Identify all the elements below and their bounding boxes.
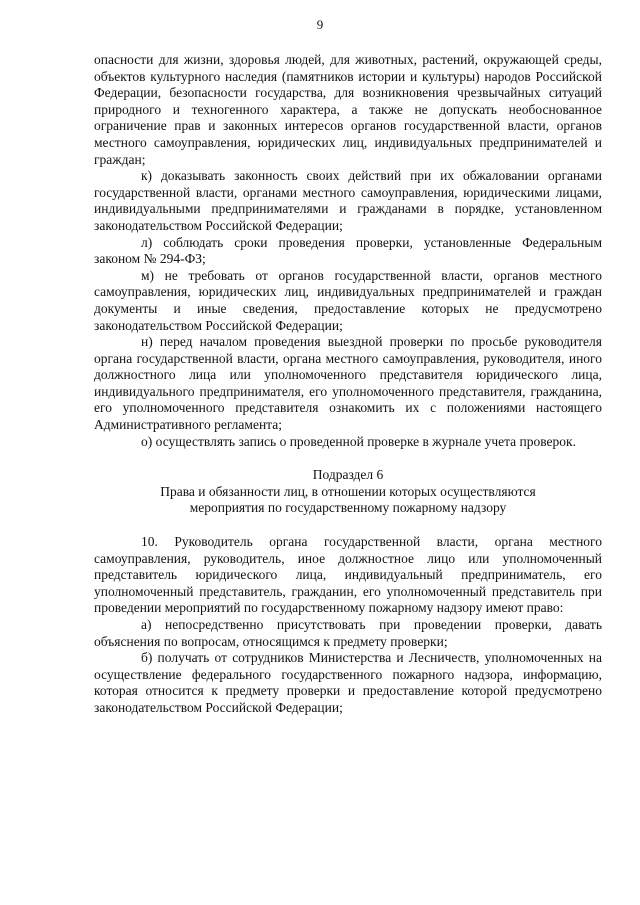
subsection-heading bbox=[94, 467, 602, 517]
subsection-title-line-1: Права и обязанности лиц, в отношении которых осуществляются bbox=[160, 483, 536, 499]
list-item-b: б) получать от сотрудников Министерства и Лесничеств, уполномоченных на осуществление федерального государственного пожарного надзора, информацию, которая относится к предмету проверки и предоставление которой предусмотрено законодательством Российской Федерации; bbox=[94, 650, 602, 715]
list-item-m: м) не требовать от органов государственной власти, органов местного самоуправления, юридических лиц, индивидуальных предпринимателей и граждан документы и иные сведения, предоставление которых не предусмотрено законодательством Российской Федерации; bbox=[94, 267, 602, 333]
page-number: 9 bbox=[316, 17, 324, 32]
list-item-k: к) доказывать законность своих действий при их обжаловании органами государственной власти, органами местного самоуправления, юридическими лицами, индивидуальными предпринимателями и гражданами в порядке, установленном законодательством Российской Федерации; bbox=[94, 168, 602, 233]
list-item-o: о) осуществлять запись о проведенной проверке в журнале учета проверок. bbox=[141, 433, 576, 449]
list-item-n: н) перед началом проведения выездной проверки по просьбе руководителя органа государственной власти, органа местного самоуправления, руководителя, иного должностного лица или уполномоченного представителя юридического лица, индивидуального предпринимателя, его уполномоченного представителя, гражданина, его уполномоченного представителя ознакомить их с положениями настоящего Административного регламента; bbox=[94, 334, 602, 433]
body-text-after bbox=[94, 534, 602, 717]
subsection-number: Подраздел 6 bbox=[312, 467, 384, 483]
paragraph-10: 10. Руководитель органа государственной власти, органа местного самоуправления, руководитель, иное должностное лицо или уполномоченный представитель юридического лица, индивидуальный предприниматель, его уполномоченный представитель, гражданин, его уполномоченный представитель при проведении мероприятий по государственному пожарному надзору имеют право: bbox=[94, 534, 602, 616]
body-text-before bbox=[94, 52, 602, 450]
subsection-title-line-2: мероприятия по государственному пожарному надзору bbox=[189, 500, 507, 516]
paragraph-continuation: опасности для жизни, здоровья людей, для животных, растений, окружающей среды, объектов культурного наследия (памятников истории и культуры) народов Российской Федерации, безопасности государства, для возникновения чрезвычайных ситуаций природного и техногенного характера, а также не допускать необоснованное ограничение прав и законных интересов органов государственной власти, органов местного самоуправления, юридических лиц, индивидуальных предпринимателей и граждан; bbox=[94, 52, 602, 167]
list-item-a: а) непосредственно присутствовать при проведении проверки, давать объяснения по вопросам, относящимся к предмету проверки; bbox=[94, 617, 602, 649]
list-item-l: л) соблюдать сроки проведения проверки, установленные Федеральным законом № 294-ФЗ; bbox=[94, 234, 602, 267]
